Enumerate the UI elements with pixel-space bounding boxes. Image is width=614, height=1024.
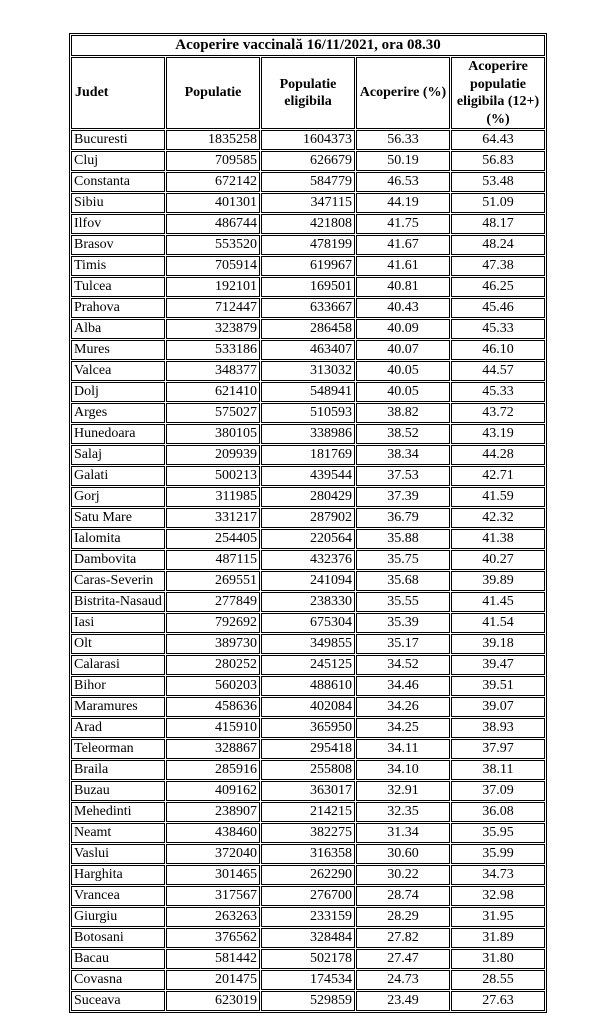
eligible-population-cell: 255808 (261, 760, 355, 780)
eligible-coverage-percent-cell: 39.07 (451, 697, 545, 717)
coverage-percent-cell: 30.22 (356, 865, 450, 885)
table-row (71, 739, 545, 759)
eligible-population-cell: 276700 (261, 886, 355, 906)
eligible-population-cell: 316358 (261, 844, 355, 864)
eligible-coverage-percent-cell: 42.32 (451, 508, 545, 528)
population-cell: 712447 (166, 298, 260, 318)
vaccination-coverage-table (69, 33, 547, 1013)
population-cell: 263263 (166, 907, 260, 927)
eligible-coverage-percent-cell: 56.83 (451, 151, 545, 171)
table-row (71, 193, 545, 213)
eligible-coverage-percent-cell: 36.08 (451, 802, 545, 822)
coverage-percent-cell: 40.07 (356, 340, 450, 360)
population-cell: 238907 (166, 802, 260, 822)
population-cell: 301465 (166, 865, 260, 885)
coverage-percent-cell: 40.09 (356, 319, 450, 339)
eligible-coverage-percent-cell: 40.27 (451, 550, 545, 570)
population-cell: 709585 (166, 151, 260, 171)
population-cell: 409162 (166, 781, 260, 801)
coverage-percent-cell: 41.67 (356, 235, 450, 255)
table-row (71, 634, 545, 654)
eligible-coverage-percent-cell: 45.33 (451, 319, 545, 339)
population-cell: 285916 (166, 760, 260, 780)
coverage-percent-cell: 34.10 (356, 760, 450, 780)
eligible-population-cell: 214215 (261, 802, 355, 822)
eligible-population-cell: 584779 (261, 172, 355, 192)
eligible-population-cell: 338986 (261, 424, 355, 444)
table-row (71, 781, 545, 801)
county-cell: Vaslui (71, 844, 165, 864)
eligible-population-cell: 169501 (261, 277, 355, 297)
county-cell: Olt (71, 634, 165, 654)
eligible-population-cell: 626679 (261, 151, 355, 171)
eligible-coverage-percent-cell: 43.72 (451, 403, 545, 423)
coverage-percent-cell: 35.17 (356, 634, 450, 654)
table-row (71, 823, 545, 843)
eligible-population-cell: 439544 (261, 466, 355, 486)
table-row (71, 508, 545, 528)
eligible-coverage-percent-cell: 44.28 (451, 445, 545, 465)
table-row (71, 802, 545, 822)
population-cell: 500213 (166, 466, 260, 486)
county-cell: Bacau (71, 949, 165, 969)
county-cell: Alba (71, 319, 165, 339)
population-cell: 277849 (166, 592, 260, 612)
coverage-percent-cell: 23.49 (356, 991, 450, 1011)
county-cell: Ilfov (71, 214, 165, 234)
county-cell: Timis (71, 256, 165, 276)
eligible-coverage-percent-cell: 31.89 (451, 928, 545, 948)
eligible-population-cell: 510593 (261, 403, 355, 423)
coverage-percent-cell: 36.79 (356, 508, 450, 528)
population-cell: 487115 (166, 550, 260, 570)
county-cell: Covasna (71, 970, 165, 990)
eligible-population-cell: 365950 (261, 718, 355, 738)
county-cell: Brasov (71, 235, 165, 255)
eligible-coverage-percent-cell: 39.89 (451, 571, 545, 591)
eligible-population-cell: 233159 (261, 907, 355, 927)
table-row (71, 424, 545, 444)
coverage-percent-cell: 30.60 (356, 844, 450, 864)
eligible-coverage-percent-cell: 39.18 (451, 634, 545, 654)
coverage-percent-cell: 32.35 (356, 802, 450, 822)
population-cell: 792692 (166, 613, 260, 633)
county-cell: Vrancea (71, 886, 165, 906)
table-row (71, 865, 545, 885)
coverage-percent-cell: 32.91 (356, 781, 450, 801)
county-cell: Calarasi (71, 655, 165, 675)
column-header-acoperire-eligibila: Acoperire populatie eligibila (12+) (%) (451, 57, 545, 129)
eligible-population-cell: 633667 (261, 298, 355, 318)
eligible-coverage-percent-cell: 41.59 (451, 487, 545, 507)
coverage-percent-cell: 28.29 (356, 907, 450, 927)
coverage-percent-cell: 35.75 (356, 550, 450, 570)
population-cell: 575027 (166, 403, 260, 423)
coverage-percent-cell: 38.82 (356, 403, 450, 423)
coverage-percent-cell: 40.43 (356, 298, 450, 318)
eligible-coverage-percent-cell: 39.47 (451, 655, 545, 675)
eligible-coverage-percent-cell: 53.48 (451, 172, 545, 192)
population-cell: 1835258 (166, 130, 260, 150)
column-header-populatie-eligibila: Populatie eligibila (261, 57, 355, 129)
eligible-population-cell: 502178 (261, 949, 355, 969)
table-row (71, 487, 545, 507)
eligible-coverage-percent-cell: 45.33 (451, 382, 545, 402)
county-cell: Bihor (71, 676, 165, 696)
county-cell: Ialomita (71, 529, 165, 549)
table-row (71, 550, 545, 570)
eligible-coverage-percent-cell: 35.95 (451, 823, 545, 843)
coverage-percent-cell: 35.55 (356, 592, 450, 612)
eligible-coverage-percent-cell: 41.54 (451, 613, 545, 633)
population-cell: 415910 (166, 718, 260, 738)
county-cell: Bucuresti (71, 130, 165, 150)
population-cell: 705914 (166, 256, 260, 276)
coverage-percent-cell: 40.05 (356, 361, 450, 381)
table-row (71, 130, 545, 150)
county-cell: Giurgiu (71, 907, 165, 927)
coverage-percent-cell: 50.19 (356, 151, 450, 171)
table-row (71, 214, 545, 234)
table-row (71, 382, 545, 402)
population-cell: 328867 (166, 739, 260, 759)
eligible-population-cell: 347115 (261, 193, 355, 213)
county-cell: Harghita (71, 865, 165, 885)
coverage-percent-cell: 37.39 (356, 487, 450, 507)
county-cell: Dolj (71, 382, 165, 402)
eligible-population-cell: 349855 (261, 634, 355, 654)
county-cell: Buzau (71, 781, 165, 801)
county-cell: Arges (71, 403, 165, 423)
table-row (71, 760, 545, 780)
table-row (71, 319, 545, 339)
eligible-population-cell: 328484 (261, 928, 355, 948)
eligible-coverage-percent-cell: 37.09 (451, 781, 545, 801)
eligible-coverage-percent-cell: 39.51 (451, 676, 545, 696)
population-cell: 401301 (166, 193, 260, 213)
coverage-percent-cell: 40.05 (356, 382, 450, 402)
coverage-percent-cell: 41.61 (356, 256, 450, 276)
county-cell: Mures (71, 340, 165, 360)
coverage-percent-cell: 34.11 (356, 739, 450, 759)
county-cell: Sibiu (71, 193, 165, 213)
eligible-coverage-percent-cell: 34.73 (451, 865, 545, 885)
coverage-percent-cell: 38.34 (356, 445, 450, 465)
coverage-percent-cell: 40.81 (356, 277, 450, 297)
coverage-percent-cell: 35.68 (356, 571, 450, 591)
eligible-population-cell: 421808 (261, 214, 355, 234)
county-cell: Suceava (71, 991, 165, 1011)
eligible-population-cell: 262290 (261, 865, 355, 885)
eligible-coverage-percent-cell: 37.97 (451, 739, 545, 759)
eligible-population-cell: 382275 (261, 823, 355, 843)
table-row (71, 613, 545, 633)
column-header-populatie: Populatie (166, 57, 260, 129)
county-cell: Mehedinti (71, 802, 165, 822)
county-cell: Constanta (71, 172, 165, 192)
population-cell: 254405 (166, 529, 260, 549)
population-cell: 533186 (166, 340, 260, 360)
table-row (71, 445, 545, 465)
eligible-coverage-percent-cell: 43.19 (451, 424, 545, 444)
table-row (71, 844, 545, 864)
population-cell: 209939 (166, 445, 260, 465)
table-row (71, 529, 545, 549)
county-cell: Gorj (71, 487, 165, 507)
eligible-coverage-percent-cell: 31.95 (451, 907, 545, 927)
population-cell: 323879 (166, 319, 260, 339)
county-cell: Caras-Severin (71, 571, 165, 591)
column-header-judet: Judet (71, 57, 165, 129)
eligible-population-cell: 313032 (261, 361, 355, 381)
eligible-coverage-percent-cell: 48.24 (451, 235, 545, 255)
eligible-coverage-percent-cell: 45.46 (451, 298, 545, 318)
population-cell: 372040 (166, 844, 260, 864)
county-cell: Iasi (71, 613, 165, 633)
population-cell: 348377 (166, 361, 260, 381)
coverage-percent-cell: 41.75 (356, 214, 450, 234)
table-row (71, 466, 545, 486)
coverage-percent-cell: 46.53 (356, 172, 450, 192)
eligible-coverage-percent-cell: 35.99 (451, 844, 545, 864)
population-cell: 201475 (166, 970, 260, 990)
eligible-population-cell: 241094 (261, 571, 355, 591)
coverage-percent-cell: 44.19 (356, 193, 450, 213)
table-row (71, 340, 545, 360)
eligible-coverage-percent-cell: 38.93 (451, 718, 545, 738)
table-row (71, 571, 545, 591)
table-header (71, 35, 545, 129)
eligible-population-cell: 478199 (261, 235, 355, 255)
county-cell: Valcea (71, 361, 165, 381)
population-cell: 458636 (166, 697, 260, 717)
table-row (71, 235, 545, 255)
column-header-row (71, 57, 545, 129)
eligible-population-cell: 363017 (261, 781, 355, 801)
eligible-coverage-percent-cell: 47.38 (451, 256, 545, 276)
population-cell: 438460 (166, 823, 260, 843)
eligible-population-cell: 1604373 (261, 130, 355, 150)
eligible-population-cell: 238330 (261, 592, 355, 612)
table-row (71, 886, 545, 906)
county-cell: Salaj (71, 445, 165, 465)
eligible-population-cell: 488610 (261, 676, 355, 696)
population-cell: 560203 (166, 676, 260, 696)
coverage-percent-cell: 27.82 (356, 928, 450, 948)
county-cell: Maramures (71, 697, 165, 717)
coverage-percent-cell: 34.26 (356, 697, 450, 717)
coverage-percent-cell: 38.52 (356, 424, 450, 444)
county-cell: Teleorman (71, 739, 165, 759)
population-cell: 280252 (166, 655, 260, 675)
eligible-population-cell: 675304 (261, 613, 355, 633)
population-cell: 672142 (166, 172, 260, 192)
population-cell: 621410 (166, 382, 260, 402)
population-cell: 380105 (166, 424, 260, 444)
table-row (71, 949, 545, 969)
table-title-row (71, 35, 545, 56)
population-cell: 269551 (166, 571, 260, 591)
population-cell: 192101 (166, 277, 260, 297)
coverage-percent-cell: 35.39 (356, 613, 450, 633)
eligible-population-cell: 181769 (261, 445, 355, 465)
county-cell: Prahova (71, 298, 165, 318)
county-cell: Neamt (71, 823, 165, 843)
coverage-percent-cell: 56.33 (356, 130, 450, 150)
population-cell: 389730 (166, 634, 260, 654)
eligible-population-cell: 286458 (261, 319, 355, 339)
coverage-percent-cell: 34.46 (356, 676, 450, 696)
eligible-coverage-percent-cell: 41.45 (451, 592, 545, 612)
eligible-population-cell: 529859 (261, 991, 355, 1011)
coverage-percent-cell: 31.34 (356, 823, 450, 843)
population-cell: 376562 (166, 928, 260, 948)
county-cell: Galati (71, 466, 165, 486)
eligible-coverage-percent-cell: 38.11 (451, 760, 545, 780)
coverage-percent-cell: 34.52 (356, 655, 450, 675)
population-cell: 317567 (166, 886, 260, 906)
coverage-percent-cell: 34.25 (356, 718, 450, 738)
county-cell: Bistrita-Nasaud (71, 592, 165, 612)
eligible-coverage-percent-cell: 48.17 (451, 214, 545, 234)
table-body (71, 130, 545, 1011)
table-row (71, 697, 545, 717)
coverage-percent-cell: 35.88 (356, 529, 450, 549)
table-row (71, 676, 545, 696)
county-cell: Braila (71, 760, 165, 780)
table-row (71, 403, 545, 423)
table-row (71, 718, 545, 738)
population-cell: 331217 (166, 508, 260, 528)
eligible-population-cell: 548941 (261, 382, 355, 402)
population-cell: 623019 (166, 991, 260, 1011)
population-cell: 553520 (166, 235, 260, 255)
table-row (71, 151, 545, 171)
table-row (71, 991, 545, 1011)
county-cell: Cluj (71, 151, 165, 171)
eligible-population-cell: 295418 (261, 739, 355, 759)
county-cell: Satu Mare (71, 508, 165, 528)
eligible-coverage-percent-cell: 31.80 (451, 949, 545, 969)
table-row (71, 256, 545, 276)
eligible-coverage-percent-cell: 41.38 (451, 529, 545, 549)
eligible-population-cell: 402084 (261, 697, 355, 717)
table-row (71, 928, 545, 948)
population-cell: 581442 (166, 949, 260, 969)
column-header-acoperire: Acoperire (%) (356, 57, 450, 129)
coverage-percent-cell: 24.73 (356, 970, 450, 990)
coverage-percent-cell: 27.47 (356, 949, 450, 969)
eligible-coverage-percent-cell: 27.63 (451, 991, 545, 1011)
eligible-coverage-percent-cell: 46.25 (451, 277, 545, 297)
county-cell: Dambovita (71, 550, 165, 570)
eligible-coverage-percent-cell: 51.09 (451, 193, 545, 213)
eligible-population-cell: 619967 (261, 256, 355, 276)
eligible-population-cell: 220564 (261, 529, 355, 549)
eligible-coverage-percent-cell: 64.43 (451, 130, 545, 150)
table-row (71, 592, 545, 612)
eligible-coverage-percent-cell: 46.10 (451, 340, 545, 360)
county-cell: Hunedoara (71, 424, 165, 444)
population-cell: 486744 (166, 214, 260, 234)
county-cell: Botosani (71, 928, 165, 948)
coverage-percent-cell: 28.74 (356, 886, 450, 906)
eligible-population-cell: 287902 (261, 508, 355, 528)
coverage-percent-cell: 37.53 (356, 466, 450, 486)
county-cell: Tulcea (71, 277, 165, 297)
eligible-population-cell: 280429 (261, 487, 355, 507)
eligible-coverage-percent-cell: 42.71 (451, 466, 545, 486)
table-title: Acoperire vaccinală 16/11/2021, ora 08.30 (71, 35, 545, 56)
county-cell: Arad (71, 718, 165, 738)
table-row (71, 298, 545, 318)
eligible-population-cell: 174534 (261, 970, 355, 990)
eligible-population-cell: 463407 (261, 340, 355, 360)
table-row (71, 361, 545, 381)
eligible-coverage-percent-cell: 44.57 (451, 361, 545, 381)
population-cell: 311985 (166, 487, 260, 507)
eligible-population-cell: 245125 (261, 655, 355, 675)
eligible-coverage-percent-cell: 28.55 (451, 970, 545, 990)
table-row (71, 907, 545, 927)
table-row (71, 655, 545, 675)
eligible-population-cell: 432376 (261, 550, 355, 570)
table-row (71, 172, 545, 192)
eligible-coverage-percent-cell: 32.98 (451, 886, 545, 906)
table-row (71, 970, 545, 990)
table-row (71, 277, 545, 297)
